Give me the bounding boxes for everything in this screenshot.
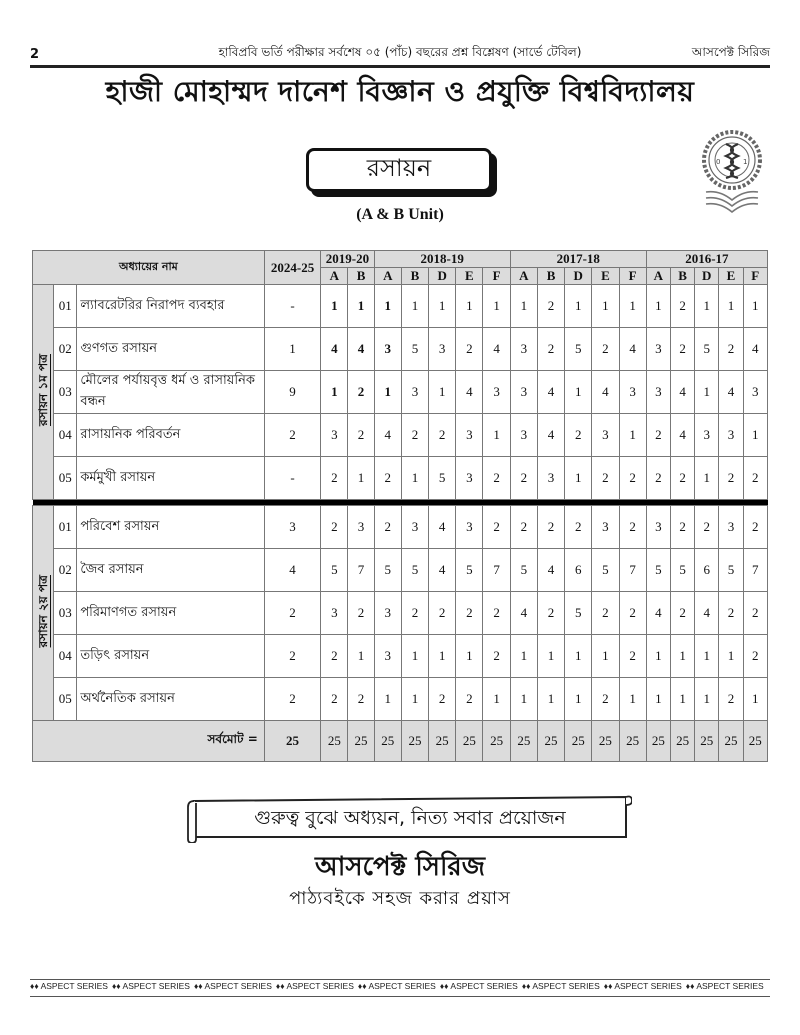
unit-header: B (401, 268, 428, 285)
question-count: 1 (695, 371, 719, 414)
footer-series-text: ♦♦ ASPECT SERIES (193, 981, 272, 991)
question-count: 4 (646, 592, 670, 635)
question-count: 6 (695, 549, 719, 592)
question-count: 3 (374, 592, 401, 635)
question-count: 3 (592, 506, 619, 549)
question-count: 3 (510, 371, 537, 414)
question-count: 3 (619, 371, 646, 414)
total-value: 25 (401, 721, 428, 762)
question-count: 1 (646, 285, 670, 328)
question-count: 4 (483, 328, 510, 371)
question-count: 3 (719, 506, 743, 549)
chapter-number: 03 (54, 371, 77, 414)
year-header: 2016-17 (646, 251, 767, 268)
question-count: 1 (695, 457, 719, 500)
unit-header: B (348, 268, 374, 285)
question-count: 1 (565, 635, 592, 678)
unit-header: D (429, 268, 456, 285)
question-count: 2 (537, 506, 564, 549)
chapter-name: পরিমাণগত রসায়ন (77, 592, 264, 635)
question-count: 2 (719, 678, 743, 721)
running-title: হাবিপ্রবি ভর্তি পরীক্ষার সর্বশেষ ০৫ (পাঁচ) বছরের প্রশ্ন বিশ্লেষণ (সার্ভে টেবিল) (218, 45, 582, 59)
series-name: আসপেক্ট সিরিজ (691, 45, 770, 59)
question-count: 4 (348, 328, 374, 371)
question-count: 4 (429, 506, 456, 549)
question-count: 2 (695, 506, 719, 549)
question-count: 1 (537, 635, 564, 678)
question-count: 2 (565, 414, 592, 457)
question-count: 2 (592, 678, 619, 721)
question-count: 2 (483, 457, 510, 500)
footer-series-text: ♦♦ ASPECT SERIES (30, 981, 108, 991)
question-count: 5 (456, 549, 483, 592)
question-count: 4 (321, 328, 348, 371)
question-count: 2 (429, 414, 456, 457)
footer-rule (30, 996, 770, 997)
question-count: 5 (646, 549, 670, 592)
question-count: 1 (619, 678, 646, 721)
question-count: 2 (374, 457, 401, 500)
current-year-count: 4 (264, 549, 320, 592)
total-row (33, 721, 768, 762)
footer-series-text: ♦♦ ASPECT SERIES (111, 981, 190, 991)
unit-header: D (695, 268, 719, 285)
question-count: 5 (565, 328, 592, 371)
question-count: 2 (401, 414, 428, 457)
chapter-number: 03 (54, 592, 77, 635)
total-value: 25 (537, 721, 564, 762)
question-count: 2 (483, 592, 510, 635)
question-count: 5 (401, 549, 428, 592)
year-header: 2018-19 (374, 251, 510, 268)
question-count: 2 (401, 592, 428, 635)
question-count: 1 (619, 414, 646, 457)
question-count: 2 (456, 328, 483, 371)
question-count: 1 (695, 678, 719, 721)
question-count: 3 (743, 371, 767, 414)
question-count: 4 (537, 371, 564, 414)
question-count: 4 (537, 549, 564, 592)
table-row (33, 328, 768, 371)
question-count: 1 (743, 414, 767, 457)
question-count: 6 (565, 549, 592, 592)
question-count: 3 (374, 328, 401, 371)
unit-header: B (670, 268, 694, 285)
footer-rule (30, 979, 770, 980)
question-count: 1 (565, 457, 592, 500)
current-year-count: 3 (264, 506, 320, 549)
question-count: 1 (429, 371, 456, 414)
question-count: 2 (670, 592, 694, 635)
footer-strip (30, 981, 770, 995)
question-count: 3 (456, 457, 483, 500)
banner-motto: গুরুত্ব বুঝে অধ্যয়ন, নিত্য সবার প্রয়োজন (254, 807, 566, 829)
current-year-count: 9 (264, 371, 320, 414)
question-count: 1 (510, 678, 537, 721)
question-count: 1 (695, 285, 719, 328)
question-count: 2 (743, 506, 767, 549)
question-count: 3 (456, 506, 483, 549)
question-count: 2 (537, 328, 564, 371)
unit-header: B (537, 268, 564, 285)
unit-header: F (619, 268, 646, 285)
chapter-name: তড়িৎ রসায়ন (77, 635, 264, 678)
question-count: 5 (670, 549, 694, 592)
chapter-name: গুণগত রসায়ন (77, 328, 264, 371)
total-value: 25 (374, 721, 401, 762)
question-count: 1 (429, 285, 456, 328)
total-label: সর্বমোট = (33, 721, 265, 762)
question-count: 2 (719, 457, 743, 500)
question-count: 1 (374, 285, 401, 328)
question-count: 1 (483, 678, 510, 721)
question-count: 1 (670, 635, 694, 678)
question-count: 4 (743, 328, 767, 371)
question-count: 5 (429, 457, 456, 500)
seal-digit-1: 1 (743, 158, 748, 166)
chapter-name: অর্থনৈতিক রসায়ন (77, 678, 264, 721)
question-count: 5 (719, 549, 743, 592)
year-header: 2019-20 (321, 251, 374, 268)
question-count: 5 (565, 592, 592, 635)
chapter-header: অধ্যায়ের নাম (33, 251, 265, 285)
footer-series-text: ♦♦ ASPECT SERIES (603, 981, 682, 991)
footer-series-text: ♦♦ ASPECT SERIES (275, 981, 354, 991)
question-count: 3 (401, 506, 428, 549)
unit-header: F (483, 268, 510, 285)
question-count: 3 (592, 414, 619, 457)
question-count: 4 (695, 592, 719, 635)
chapter-name: জৈব রসায়ন (77, 549, 264, 592)
question-count: 1 (401, 457, 428, 500)
footer-series-text: ♦♦ ASPECT SERIES (439, 981, 518, 991)
question-count: 2 (743, 457, 767, 500)
question-count: 3 (321, 592, 348, 635)
question-count: 5 (695, 328, 719, 371)
question-count: 2 (348, 678, 374, 721)
question-count: 1 (510, 635, 537, 678)
question-count: 2 (321, 506, 348, 549)
unit-label: (A & B Unit) (356, 206, 444, 223)
table-row (33, 285, 768, 328)
footer-series-text: ♦♦ ASPECT SERIES (685, 981, 764, 991)
question-count: 1 (401, 678, 428, 721)
university-title: হাজী মোহাম্মদ দানেশ বিজ্ঞান ও প্রযুক্তি বিশ্ববিদ্যালয় (105, 75, 695, 108)
table-row (33, 371, 768, 414)
subject-title: রসায়ন (366, 154, 432, 182)
table-row (33, 414, 768, 457)
question-count: 2 (619, 506, 646, 549)
table-row (33, 635, 768, 678)
chapter-number: 05 (54, 678, 77, 721)
header-rule (30, 65, 770, 68)
question-count: 3 (456, 414, 483, 457)
question-count: 7 (743, 549, 767, 592)
question-count: 2 (619, 457, 646, 500)
question-count: 2 (483, 506, 510, 549)
total-value: 25 (743, 721, 767, 762)
question-count: 3 (646, 328, 670, 371)
paper-label: রসায়ন ১ম পত্র (36, 353, 51, 426)
question-count: 1 (483, 285, 510, 328)
subject-box (306, 148, 492, 192)
unit-header: E (592, 268, 619, 285)
total-value: 25 (348, 721, 374, 762)
question-count: 2 (374, 506, 401, 549)
total-current: 25 (264, 721, 320, 762)
chapter-name: মৌলের পর্যায়বৃত্ত ধর্ম ও রাসায়নিক বন্ধন (77, 371, 264, 414)
total-value: 25 (565, 721, 592, 762)
question-count: 2 (348, 414, 374, 457)
question-count: 4 (537, 414, 564, 457)
question-count: 1 (321, 285, 348, 328)
question-count: 2 (510, 457, 537, 500)
question-count: 3 (695, 414, 719, 457)
question-count: 1 (537, 678, 564, 721)
question-count: 1 (743, 678, 767, 721)
question-count: 2 (719, 328, 743, 371)
question-count: 2 (321, 457, 348, 500)
chapter-name: রাসায়নিক পরিবর্তন (77, 414, 264, 457)
total-value: 25 (619, 721, 646, 762)
chapter-number: 05 (54, 457, 77, 500)
chapter-number: 04 (54, 414, 77, 457)
total-value: 25 (321, 721, 348, 762)
paper-label: রসায়ন ২য় পত্র (36, 574, 51, 648)
question-count: 5 (592, 549, 619, 592)
question-count: 7 (348, 549, 374, 592)
total-value: 25 (670, 721, 694, 762)
question-count: 4 (619, 328, 646, 371)
question-count: 1 (619, 285, 646, 328)
question-count: 2 (743, 592, 767, 635)
book-pages (706, 192, 758, 212)
page-number: 2 (30, 46, 40, 62)
unit-header: E (456, 268, 483, 285)
question-count: 1 (743, 285, 767, 328)
table-row (33, 592, 768, 635)
table-row (33, 678, 768, 721)
table-row (33, 506, 768, 549)
question-count: 1 (670, 678, 694, 721)
chapter-number: 04 (54, 635, 77, 678)
question-count: 2 (348, 592, 374, 635)
question-count: 2 (592, 328, 619, 371)
total-value: 25 (719, 721, 743, 762)
question-count: 2 (537, 592, 564, 635)
current-year-count: 2 (264, 678, 320, 721)
brand-tagline: পাঠ্যবইকে সহজ করার প্রয়াস (289, 888, 511, 909)
total-value: 25 (695, 721, 719, 762)
question-count: 4 (456, 371, 483, 414)
question-count: 1 (456, 635, 483, 678)
question-count: 1 (646, 635, 670, 678)
question-count: 2 (670, 506, 694, 549)
brand-name: আসপেক্ট সিরিজ (315, 852, 485, 882)
question-count: 3 (537, 457, 564, 500)
table-row (33, 549, 768, 592)
paper-label-cell (33, 506, 54, 721)
total-value: 25 (646, 721, 670, 762)
question-count: 5 (510, 549, 537, 592)
question-count: 2 (719, 592, 743, 635)
total-value: 25 (510, 721, 537, 762)
total-value: 25 (483, 721, 510, 762)
question-count: 1 (565, 678, 592, 721)
chapter-number: 01 (54, 506, 77, 549)
question-count: 2 (348, 371, 374, 414)
question-count: 1 (565, 371, 592, 414)
question-count: 3 (321, 414, 348, 457)
footer-series-text: ♦♦ ASPECT SERIES (521, 981, 600, 991)
question-count: 2 (429, 678, 456, 721)
question-count: 3 (646, 371, 670, 414)
question-count: 1 (348, 285, 374, 328)
chapter-name: কর্মমুখী রসায়ন (77, 457, 264, 500)
question-count: 2 (321, 635, 348, 678)
question-count: 1 (510, 285, 537, 328)
unit-header: A (321, 268, 348, 285)
question-count: 1 (374, 678, 401, 721)
question-count: 1 (592, 635, 619, 678)
question-count: 2 (456, 678, 483, 721)
question-count: 2 (321, 678, 348, 721)
seal-digit-0: 0 (716, 158, 721, 166)
question-count: 5 (321, 549, 348, 592)
question-count: 1 (348, 635, 374, 678)
current-year-count: 2 (264, 414, 320, 457)
chapter-name: পরিবেশ রসায়ন (77, 506, 264, 549)
chapter-number: 02 (54, 549, 77, 592)
current-year-header: 2024-25 (264, 251, 320, 285)
question-count: 1 (374, 371, 401, 414)
question-count: 2 (429, 592, 456, 635)
current-year-count: 2 (264, 635, 320, 678)
question-count: 1 (429, 635, 456, 678)
current-year-count: 2 (264, 592, 320, 635)
total-value: 25 (592, 721, 619, 762)
current-year-count: 1 (264, 328, 320, 371)
question-count: 1 (401, 635, 428, 678)
question-count: 5 (401, 328, 428, 371)
question-count: 3 (646, 506, 670, 549)
unit-header: D (565, 268, 592, 285)
question-count: 1 (348, 457, 374, 500)
question-count: 2 (592, 592, 619, 635)
question-count: 2 (670, 457, 694, 500)
question-count: 1 (719, 635, 743, 678)
chapter-name: ল্যাবরেটরির নিরাপদ ব্যবহার (77, 285, 264, 328)
running-header (30, 44, 770, 64)
question-count: 1 (456, 285, 483, 328)
question-count: 2 (646, 414, 670, 457)
question-count: 2 (537, 285, 564, 328)
question-count: 2 (743, 635, 767, 678)
university-seal-icon (700, 128, 764, 218)
paper-label-cell (33, 285, 54, 500)
question-count: 3 (374, 635, 401, 678)
question-count: 3 (401, 371, 428, 414)
chapter-number: 01 (54, 285, 77, 328)
question-count: 1 (565, 285, 592, 328)
question-count: 2 (670, 285, 694, 328)
question-count: 2 (646, 457, 670, 500)
question-count: 3 (483, 371, 510, 414)
question-count: 1 (592, 285, 619, 328)
question-count: 4 (429, 549, 456, 592)
unit-header: A (374, 268, 401, 285)
question-count: 3 (510, 328, 537, 371)
question-count: 1 (401, 285, 428, 328)
unit-header: F (743, 268, 767, 285)
question-count: 3 (348, 506, 374, 549)
unit-header: A (510, 268, 537, 285)
unit-header: A (646, 268, 670, 285)
question-count: 2 (456, 592, 483, 635)
table-row (33, 457, 768, 500)
question-count: 4 (719, 371, 743, 414)
question-count: 2 (510, 506, 537, 549)
question-count: 4 (670, 371, 694, 414)
question-count: 4 (670, 414, 694, 457)
question-count: 2 (592, 457, 619, 500)
question-count: 7 (619, 549, 646, 592)
question-count: 4 (374, 414, 401, 457)
question-count: 7 (483, 549, 510, 592)
question-count: 2 (619, 592, 646, 635)
question-count: 2 (670, 328, 694, 371)
question-count: 4 (592, 371, 619, 414)
question-count: 1 (646, 678, 670, 721)
question-count: 2 (483, 635, 510, 678)
question-count: 4 (510, 592, 537, 635)
unit-header: E (719, 268, 743, 285)
year-header: 2017-18 (510, 251, 646, 268)
total-value: 25 (456, 721, 483, 762)
current-year-count: - (264, 457, 320, 500)
survey-table (32, 250, 768, 762)
question-count: 3 (429, 328, 456, 371)
question-count: 2 (619, 635, 646, 678)
question-count: 1 (695, 635, 719, 678)
year-header-row (33, 251, 768, 268)
question-count: 1 (483, 414, 510, 457)
question-count: 1 (719, 285, 743, 328)
chapter-number: 02 (54, 328, 77, 371)
question-count: 2 (565, 506, 592, 549)
current-year-count: - (264, 285, 320, 328)
question-count: 3 (719, 414, 743, 457)
question-count: 3 (510, 414, 537, 457)
footer-series-text: ♦♦ ASPECT SERIES (357, 981, 436, 991)
question-count: 1 (321, 371, 348, 414)
question-count: 5 (374, 549, 401, 592)
total-value: 25 (429, 721, 456, 762)
